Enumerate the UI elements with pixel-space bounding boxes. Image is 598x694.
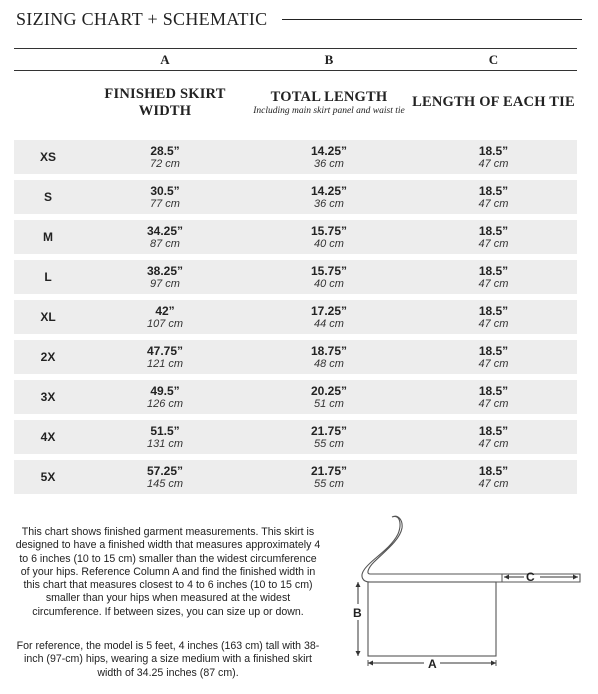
cell-total-length [248, 380, 410, 414]
value-cm: 47 cm [478, 277, 509, 290]
table-row [14, 140, 577, 174]
cell-tie-length [410, 380, 577, 414]
value-cm: 87 cm [150, 237, 180, 250]
table-row [14, 340, 577, 374]
size-label: M [14, 220, 82, 254]
value-inches: 18.5” [478, 183, 509, 198]
sizing-table [14, 48, 577, 494]
value-inches: 51.5” [150, 423, 180, 438]
cell-total-length [248, 220, 410, 254]
value-cm: 40 cm [314, 277, 344, 290]
table-row [14, 180, 577, 214]
cell-tie-length [410, 180, 577, 214]
value-inches: 57.25” [146, 463, 184, 478]
cell-total-length [248, 300, 410, 334]
cell-total-length [248, 260, 410, 294]
value-inches: 28.5” [150, 143, 180, 158]
value-cm: 72 cm [150, 157, 180, 170]
value-inches: 15.75” [310, 263, 348, 278]
column-header-b-title: TOTAL LENGTH [270, 88, 388, 105]
value-inches: 18.75” [310, 343, 348, 358]
table-row [14, 380, 577, 414]
dimension-c-label: C [526, 570, 535, 584]
size-label: 2X [14, 340, 82, 374]
value-cm: 145 cm [146, 477, 184, 490]
value-cm: 121 cm [146, 357, 184, 370]
value-inches: 18.5” [478, 263, 509, 278]
column-header-c [410, 71, 577, 135]
size-label: XL [14, 300, 82, 334]
value-inches: 47.75” [146, 343, 184, 358]
value-inches: 18.5” [478, 343, 509, 358]
value-cm: 126 cm [146, 397, 184, 410]
size-label: S [14, 180, 82, 214]
cell-total-length [248, 460, 410, 494]
cell-tie-length [410, 420, 577, 454]
column-header-row [14, 71, 577, 135]
value-cm: 48 cm [314, 357, 344, 370]
value-cm: 40 cm [314, 237, 344, 250]
value-inches: 15.75” [310, 223, 348, 238]
cell-total-length [248, 420, 410, 454]
size-label: XS [14, 140, 82, 174]
cell-tie-length [410, 300, 577, 334]
cell-finished-width [82, 300, 248, 334]
skirt-schematic-drawing [340, 512, 590, 674]
title-row [16, 9, 582, 31]
column-header-blank [14, 71, 82, 135]
cell-tie-length [410, 260, 577, 294]
value-inches: 18.5” [478, 143, 509, 158]
value-cm: 47 cm [478, 437, 509, 450]
column-letter-b: B [248, 49, 410, 71]
cell-finished-width [82, 260, 248, 294]
value-cm: 55 cm [314, 437, 344, 450]
model-reference-note: For reference, the model is 5 feet, 4 inches (163 cm) tall with 38-inch (97-cm) hips, wearing a size medium with a finished skirt width of 34.25 inches (87 cm). [16, 640, 320, 679]
value-cm: 47 cm [478, 477, 509, 490]
cell-finished-width [82, 380, 248, 414]
dimension-b-label: B [353, 606, 362, 620]
value-cm: 47 cm [478, 357, 509, 370]
cell-finished-width [82, 220, 248, 254]
value-cm: 47 cm [478, 317, 509, 330]
cell-finished-width [82, 420, 248, 454]
page-title: SIZING CHART + SCHEMATIC [16, 9, 268, 29]
sizing-note: This chart shows finished garment measurements. This skirt is designed to have a finished width that measures approximately 4 to 6 inches (10 to 15 cm) smaller than the widest circumference of your hips. Reference Column A and find the finished width in this chart that measures closest to 4 to 6 inches (10 to 15 cm) smaller than your hips when measured at the widest circumference. If between sizes, you can size up or down. [15, 526, 321, 618]
value-inches: 42” [155, 303, 175, 318]
cell-tie-length [410, 460, 577, 494]
value-cm: 47 cm [478, 197, 509, 210]
value-cm: 44 cm [314, 317, 344, 330]
cell-total-length [248, 340, 410, 374]
value-cm: 36 cm [314, 157, 344, 170]
value-inches: 14.25” [310, 143, 348, 158]
value-cm: 36 cm [314, 197, 344, 210]
column-header-b-subtitle: Including main skirt panel and waist tie [253, 105, 405, 116]
size-label: 4X [14, 420, 82, 454]
size-label: L [14, 260, 82, 294]
value-inches: 18.5” [478, 423, 509, 438]
value-cm: 77 cm [150, 197, 180, 210]
cell-finished-width [82, 460, 248, 494]
table-row [14, 260, 577, 294]
value-cm: 131 cm [146, 437, 184, 450]
column-header-a-title: FINISHED SKIRT WIDTH [104, 85, 226, 119]
table-row [14, 300, 577, 334]
skirt-panel [368, 582, 496, 656]
column-letter-row [14, 49, 577, 71]
skirt-schematic [340, 512, 590, 674]
title-rule [282, 19, 582, 20]
value-cm: 51 cm [314, 397, 344, 410]
value-cm: 55 cm [314, 477, 344, 490]
value-cm: 47 cm [478, 397, 509, 410]
value-inches: 18.5” [478, 223, 509, 238]
value-inches: 30.5” [150, 183, 180, 198]
table-body [14, 134, 577, 494]
cell-total-length [248, 180, 410, 214]
value-inches: 18.5” [478, 463, 509, 478]
value-inches: 21.75” [310, 423, 348, 438]
value-inches: 14.25” [310, 183, 348, 198]
column-header-b [248, 71, 410, 135]
value-inches: 18.5” [478, 303, 509, 318]
cell-tie-length [410, 140, 577, 174]
cell-finished-width [82, 180, 248, 214]
value-inches: 34.25” [146, 223, 184, 238]
value-inches: 49.5” [150, 383, 180, 398]
value-inches: 18.5” [478, 383, 509, 398]
column-letter-a: A [82, 49, 248, 71]
value-inches: 21.75” [310, 463, 348, 478]
column-letter-c: C [410, 49, 577, 71]
cell-tie-length [410, 340, 577, 374]
column-header-c-title: LENGTH OF EACH TIE [412, 94, 575, 110]
cell-finished-width [82, 340, 248, 374]
column-letter-blank [14, 49, 82, 71]
value-cm: 47 cm [478, 157, 509, 170]
value-cm: 47 cm [478, 237, 509, 250]
table-row [14, 220, 577, 254]
table-row [14, 460, 577, 494]
size-label: 5X [14, 460, 82, 494]
value-cm: 107 cm [146, 317, 184, 330]
table-row [14, 420, 577, 454]
value-inches: 38.25” [146, 263, 184, 278]
cell-tie-length [410, 220, 577, 254]
waist-tie-curve [362, 516, 580, 582]
size-label: 3X [14, 380, 82, 414]
cell-total-length [248, 140, 410, 174]
value-inches: 20.25” [310, 383, 348, 398]
cell-finished-width [82, 140, 248, 174]
value-inches: 17.25” [310, 303, 348, 318]
dimension-a-label: A [428, 657, 437, 671]
value-cm: 97 cm [150, 277, 180, 290]
column-header-a [82, 71, 248, 135]
